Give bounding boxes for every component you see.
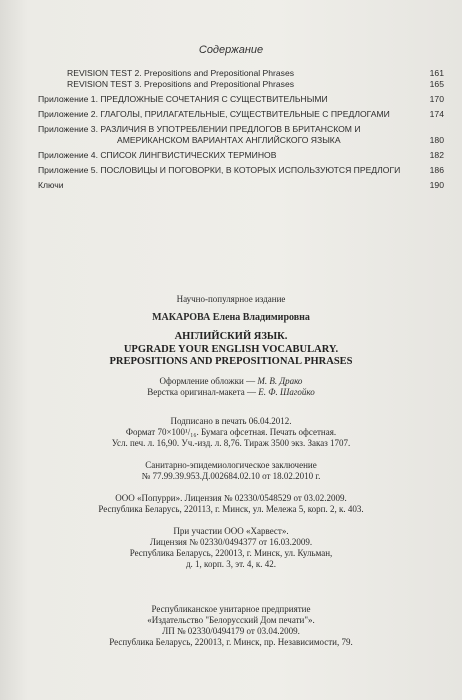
toc-entry-page: 190 bbox=[429, 180, 444, 190]
printer-block bbox=[0, 604, 462, 648]
toc-entry-text: Приложение 1. ПРЕДЛОЖНЫЕ СОЧЕТАНИЯ С СУЩЕСТВИТЕЛЬНЫМИ bbox=[38, 94, 328, 104]
partner-line-3: Республика Беларусь, 220013, г. Минск, ул. Кульман, bbox=[129, 548, 333, 558]
toc-entry-page: 186 bbox=[429, 165, 444, 175]
printer-line-3: ЛП № 02330/0494179 от 03.04.2009. bbox=[162, 626, 300, 636]
toc-entry-text: REVISION TEST 2. Prepositions and Prepositional Phrases bbox=[67, 68, 295, 78]
book-title-block bbox=[0, 331, 462, 369]
table-of-contents bbox=[38, 68, 444, 191]
toc-entry bbox=[38, 79, 444, 90]
partner-line-4: д. 1, корп. 3, эт. 4, к. 42. bbox=[185, 559, 277, 569]
layout-name: Е. Ф. Шагойко bbox=[258, 387, 315, 397]
cover-design-label: Оформление обложки — bbox=[159, 376, 258, 386]
toc-entry-page: 174 bbox=[429, 109, 444, 119]
toc-entry-text: REVISION TEST 3. Prepositions and Prepositional Phrases bbox=[67, 79, 295, 89]
toc-entry-text: Приложение 4. СПИСОК ЛИНГВИСТИЧЕСКИХ ТЕРМИНОВ bbox=[38, 150, 277, 160]
layout-credit bbox=[0, 387, 462, 398]
publisher-block bbox=[0, 493, 462, 515]
layout-label: Верстка оригинал-макета — bbox=[147, 387, 259, 397]
toc-entry bbox=[38, 124, 444, 146]
partner-block bbox=[0, 526, 462, 570]
print-details-block bbox=[0, 416, 462, 449]
publisher-line-2: Республика Беларусь, 220113, г. Минск, ул. Мележа 5, корп. 2, к. 403. bbox=[98, 504, 364, 514]
toc-entry bbox=[38, 165, 444, 176]
cover-design-name: М. В. Драко bbox=[257, 376, 303, 386]
book-title-line-2: UPGRADE YOUR ENGLISH VOCABULARY. bbox=[123, 343, 339, 355]
sanitary-line-1: Санитарно-эпидемиологическое заключение bbox=[145, 460, 317, 470]
sanitary-line-2: № 77.99.39.953.Д.002684.02.10 от 18.02.2010 г. bbox=[141, 471, 321, 481]
toc-heading: Содержание bbox=[198, 44, 264, 56]
format-line: Формат 70×100¹/₁₆. Бумага офсетная. Печать офсетная. bbox=[125, 427, 337, 437]
signed-to-print: Подписано в печать 06.04.2012. bbox=[170, 416, 292, 426]
toc-entry-page: 165 bbox=[429, 79, 444, 89]
sheets-line: Усл. печ. л. 16,90. Уч.-изд. л. 8,76. Тираж 3500 экз. Заказ 1707. bbox=[111, 438, 351, 448]
partner-line-1: При участии ООО «Харвест». bbox=[173, 526, 289, 536]
book-title-line-1: АНГЛИЙСКИЙ ЯЗЫК. bbox=[174, 331, 288, 342]
book-title-line-3: PREPOSITIONS AND PREPOSITIONAL PHRASES bbox=[109, 356, 353, 367]
toc-entry-text: Ключи bbox=[38, 180, 64, 190]
cover-design-credit bbox=[0, 376, 462, 387]
toc-entry bbox=[38, 180, 444, 191]
partner-line-2: Лицензия № 02330/0494377 от 16.03.2009. bbox=[149, 537, 313, 547]
credits-block bbox=[0, 376, 462, 398]
printer-line-2: «Издательство "Белорусский Дом печати"». bbox=[147, 615, 315, 625]
toc-entry bbox=[38, 150, 444, 161]
toc-entry bbox=[38, 109, 444, 120]
printer-line-4: Республика Беларусь, 220013, г. Минск, пр. Независимости, 79. bbox=[109, 637, 353, 647]
toc-entry-text: Приложение 5. ПОСЛОВИЦЫ И ПОГОВОРКИ, В КОТОРЫХ ИСПОЛЬЗУЮТСЯ ПРЕДЛОГИ bbox=[38, 165, 401, 175]
toc-entry-page: 180 bbox=[429, 135, 444, 145]
toc-entry bbox=[38, 94, 444, 105]
toc-entry bbox=[38, 68, 444, 79]
toc-entry-page: 161 bbox=[429, 68, 444, 78]
author-name: МАКАРОВА Елена Владимировна bbox=[152, 312, 310, 323]
imprint-author-block bbox=[0, 312, 462, 323]
printer-line-1: Республиканское унитарное предприятие bbox=[151, 604, 311, 614]
edition-type: Научно-популярное издание bbox=[176, 294, 286, 304]
toc-entry-text: Приложение 2. ГЛАГОЛЫ, ПРИЛАГАТЕЛЬНЫЕ, СУЩЕСТВИТЕЛЬНЫЕ С ПРЕДЛОГАМИ bbox=[38, 109, 390, 119]
toc-entry-page: 170 bbox=[429, 94, 444, 104]
sanitary-block bbox=[0, 460, 462, 482]
toc-entry-text: Приложение 3. РАЗЛИЧИЯ В УПОТРЕБЛЕНИИ ПРЕДЛОГОВ В БРИТАНСКОМ И АМЕРИКАНСКОМ ВАРИАНТАХ АНГЛИЙСКОГО ЯЗЫКА bbox=[38, 124, 361, 145]
toc-entry-page: 182 bbox=[429, 150, 444, 160]
publisher-line-1: ООО «Попурри». Лицензия № 02330/0548529 от 03.02.2009. bbox=[115, 493, 347, 503]
imprint-edition-block bbox=[0, 294, 462, 305]
